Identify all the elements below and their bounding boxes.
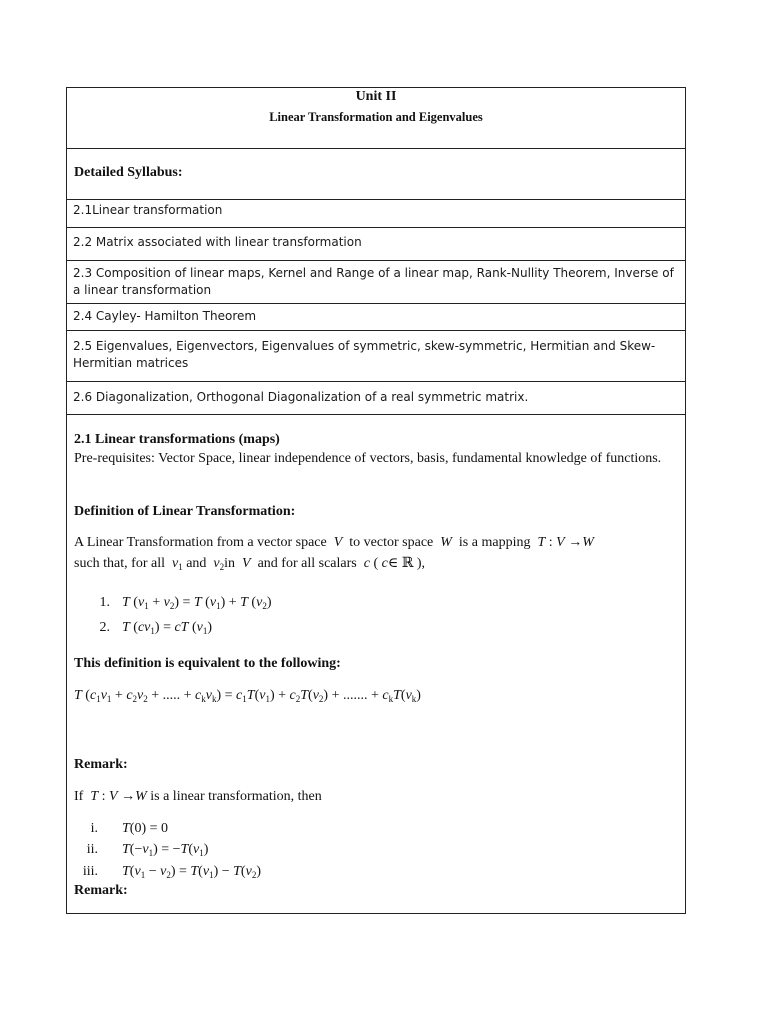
syllabus-row [67,261,685,304]
definition-text: A Linear Transformation from a vector space [74,535,327,550]
unit-title: Unit II [355,89,397,104]
remark-then: is a linear transformation, then [150,789,322,804]
content-body [74,415,675,913]
syllabus-item: 2.3 Composition of linear maps, Kernel and Range of a linear map, Rank-Nullity Theorem, Inverse of a linear transformation [73,266,674,297]
syllabus-row [67,304,685,331]
syllabus-item: 2.1Linear transformation [73,203,223,217]
remark-if: If [74,789,84,804]
definition-line-1: A Linear Transformation from a vector space V to vector space W is a mapping T : V →W [74,535,594,550]
equivalence-title: This definition is equivalent to the following: [74,656,341,671]
syllabus-heading-row [67,149,685,200]
definition-text: in [224,556,236,571]
prerequisites-text: Pre-requisites: Vector Space, linear independence of vectors, basis, fundamental knowledge of functions. [74,451,662,466]
condition-number: 1. [99,595,110,610]
unit-subtitle: Linear Transformation and Eigenvalues [269,110,483,124]
remark-heading-2: Remark: [74,883,128,898]
definition-text: is a mapping [458,535,531,550]
definition-text: and for all scalars [257,556,357,571]
definition-text: such that, for all [74,556,165,571]
syllabus-item: 2.6 Diagonalization, Orthogonal Diagonalization of a real symmetric matrix. [73,390,529,404]
property-number: ii. [86,842,98,857]
property-formula: $T(v_1 - v_2) = T(v_1) - T(v_2)$ [122,864,261,880]
syllabus-heading: Detailed Syllabus: [74,165,183,180]
equivalent-formula: T ($c_1v_1 + c_2v_2$ + ..... + $c_kv_k) = c_1T(v_1) + c_2T(v_2)$ + ....... + $c_kT(v_k)$ [74,688,421,704]
property-number: iii. [82,864,98,879]
definition-title: Definition of Linear Transformation: [74,504,296,519]
property-formula: T(0) = 0 [122,821,169,836]
condition-formula: T $(cv_1)$ = cT $(v_1)$ [122,620,213,636]
property-number: i. [90,821,98,836]
title-row [67,88,685,149]
property-formula: $T(-v_1) = -T(v_1)$ [122,842,209,858]
syllabus-item: 2.4 Cayley- Hamilton Theorem [73,309,257,323]
syllabus-item: 2.5 Eigenvalues, Eigenvectors, Eigenvalues of symmetric, skew-symmetric, Hermitian and Skew-Hermitian matrices [73,339,656,370]
syllabus-row [67,331,685,382]
remark-text: If T : V →W is a linear transformation, then [74,789,322,804]
syllabus-table [66,87,686,914]
remark-heading: Remark: [74,757,128,772]
syllabus-row [67,228,685,261]
definition-line-2: such that, for all $v_1$ and $v_2in$ V and for all scalars c ( c∈ ℝ ), [74,556,425,572]
syllabus-row [67,382,685,415]
syllabus-item: 2.2 Matrix associated with linear transformation [73,235,362,249]
condition-formula: T $(v_1 + v_2) = T$ $(v_1) + T$ $(v_2)$ [122,595,272,611]
syllabus-row [67,200,685,228]
definition-text: to vector space [349,535,434,550]
condition-number: 2. [99,620,110,635]
definition-text: and [186,556,207,571]
section-title: 2.1 Linear transformations (maps) [74,432,280,447]
